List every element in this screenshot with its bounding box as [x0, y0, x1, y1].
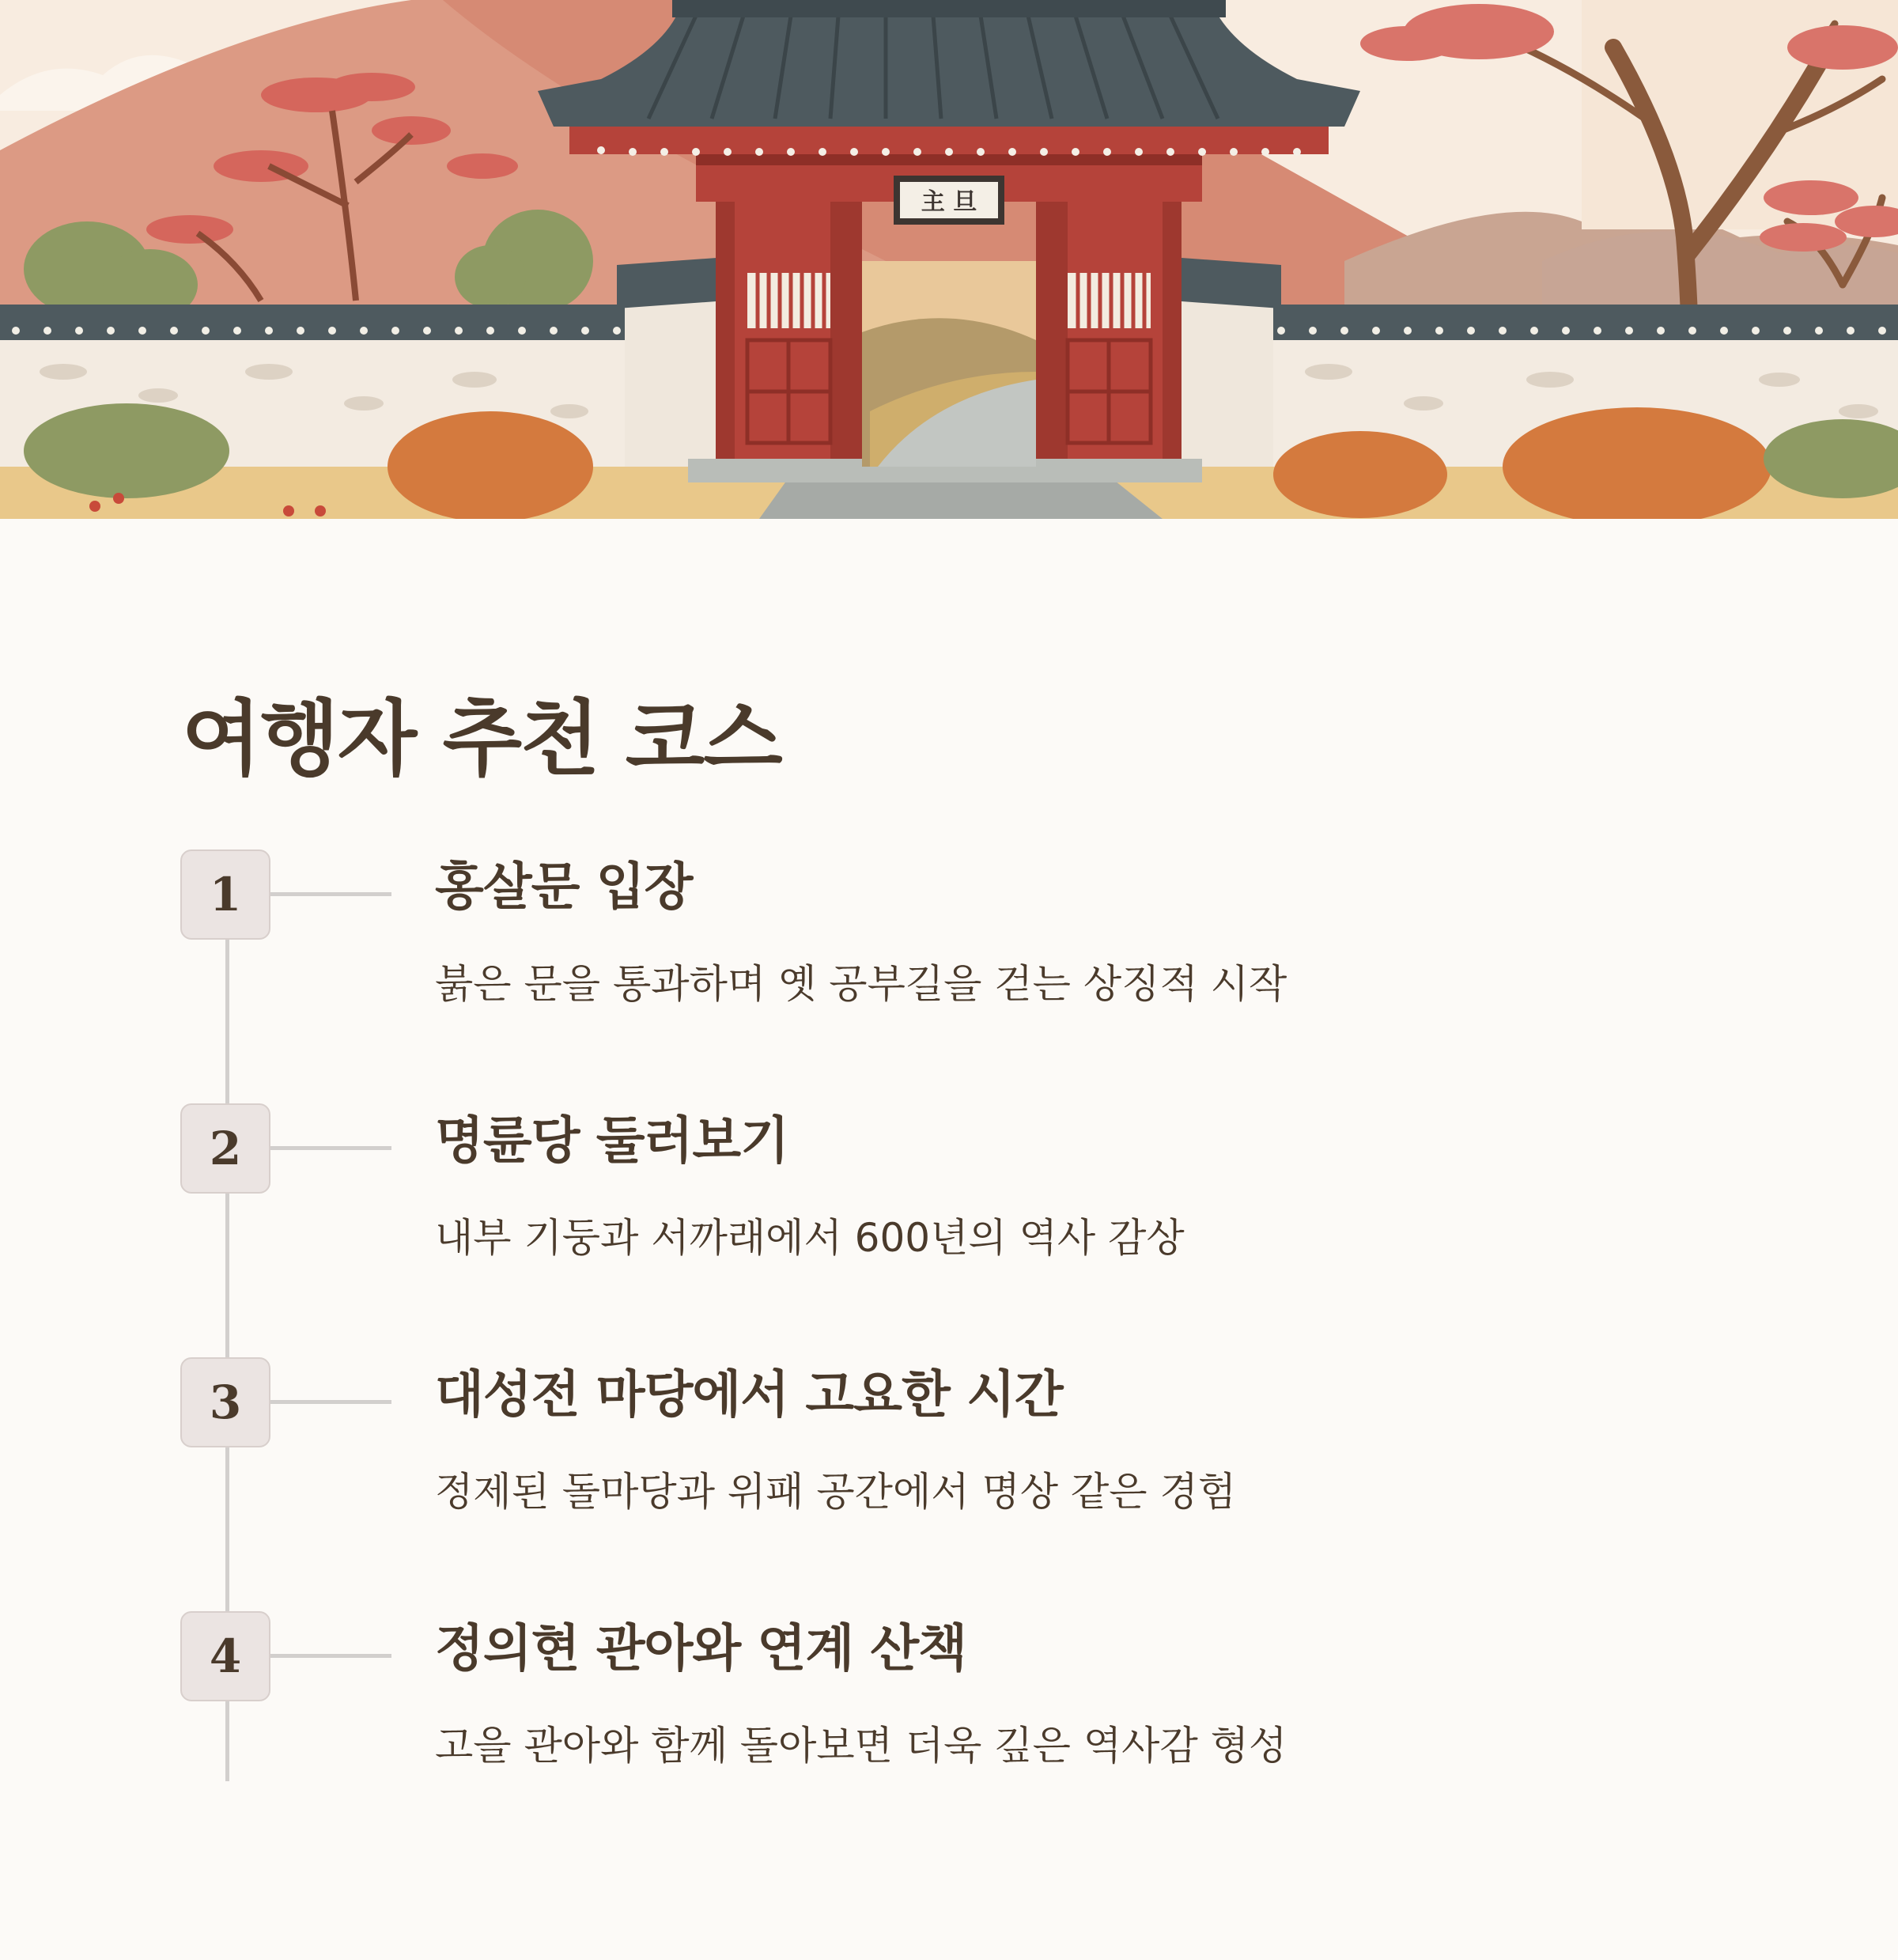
step-description: 붉은 문을 통과하며 옛 공부길을 걷는 상징적 시작	[435, 961, 1287, 1007]
step-description: 정제된 돌마당과 위패 공간에서 명상 같은 경험	[435, 1469, 1237, 1515]
course-step	[0, 1611, 1898, 1801]
course-step	[0, 849, 1898, 1039]
step-description: 고을 관아와 함께 돌아보면 더욱 깊은 역사감 형성	[435, 1723, 1287, 1769]
step-title: 대성전 마당에서 고요한 시간	[435, 1366, 1063, 1425]
step-connector-line	[270, 892, 391, 896]
step-connector-line	[270, 1654, 391, 1658]
step-title: 명륜당 둘러보기	[435, 1112, 789, 1171]
step-title: 홍살문 입장	[435, 858, 693, 917]
step-number-badge: 1	[180, 849, 270, 940]
step-number-badge: 4	[180, 1611, 270, 1701]
step-connector-line	[270, 1146, 391, 1150]
section-title: 여행자 추천 코스	[182, 691, 781, 787]
step-connector-line	[270, 1400, 391, 1404]
course-step	[0, 1357, 1898, 1547]
gate-signboard-text: 主 旦	[921, 188, 977, 216]
step-number-badge: 3	[180, 1357, 270, 1447]
step-description: 내부 기둥과 서까래에서 600년의 역사 감상	[435, 1215, 1185, 1261]
hero-illustration	[0, 0, 1898, 519]
gate-landscape-image	[0, 0, 1898, 519]
step-title: 정의현 관아와 연계 산책	[435, 1620, 967, 1678]
step-number-badge: 2	[180, 1103, 270, 1194]
course-step	[0, 1103, 1898, 1293]
